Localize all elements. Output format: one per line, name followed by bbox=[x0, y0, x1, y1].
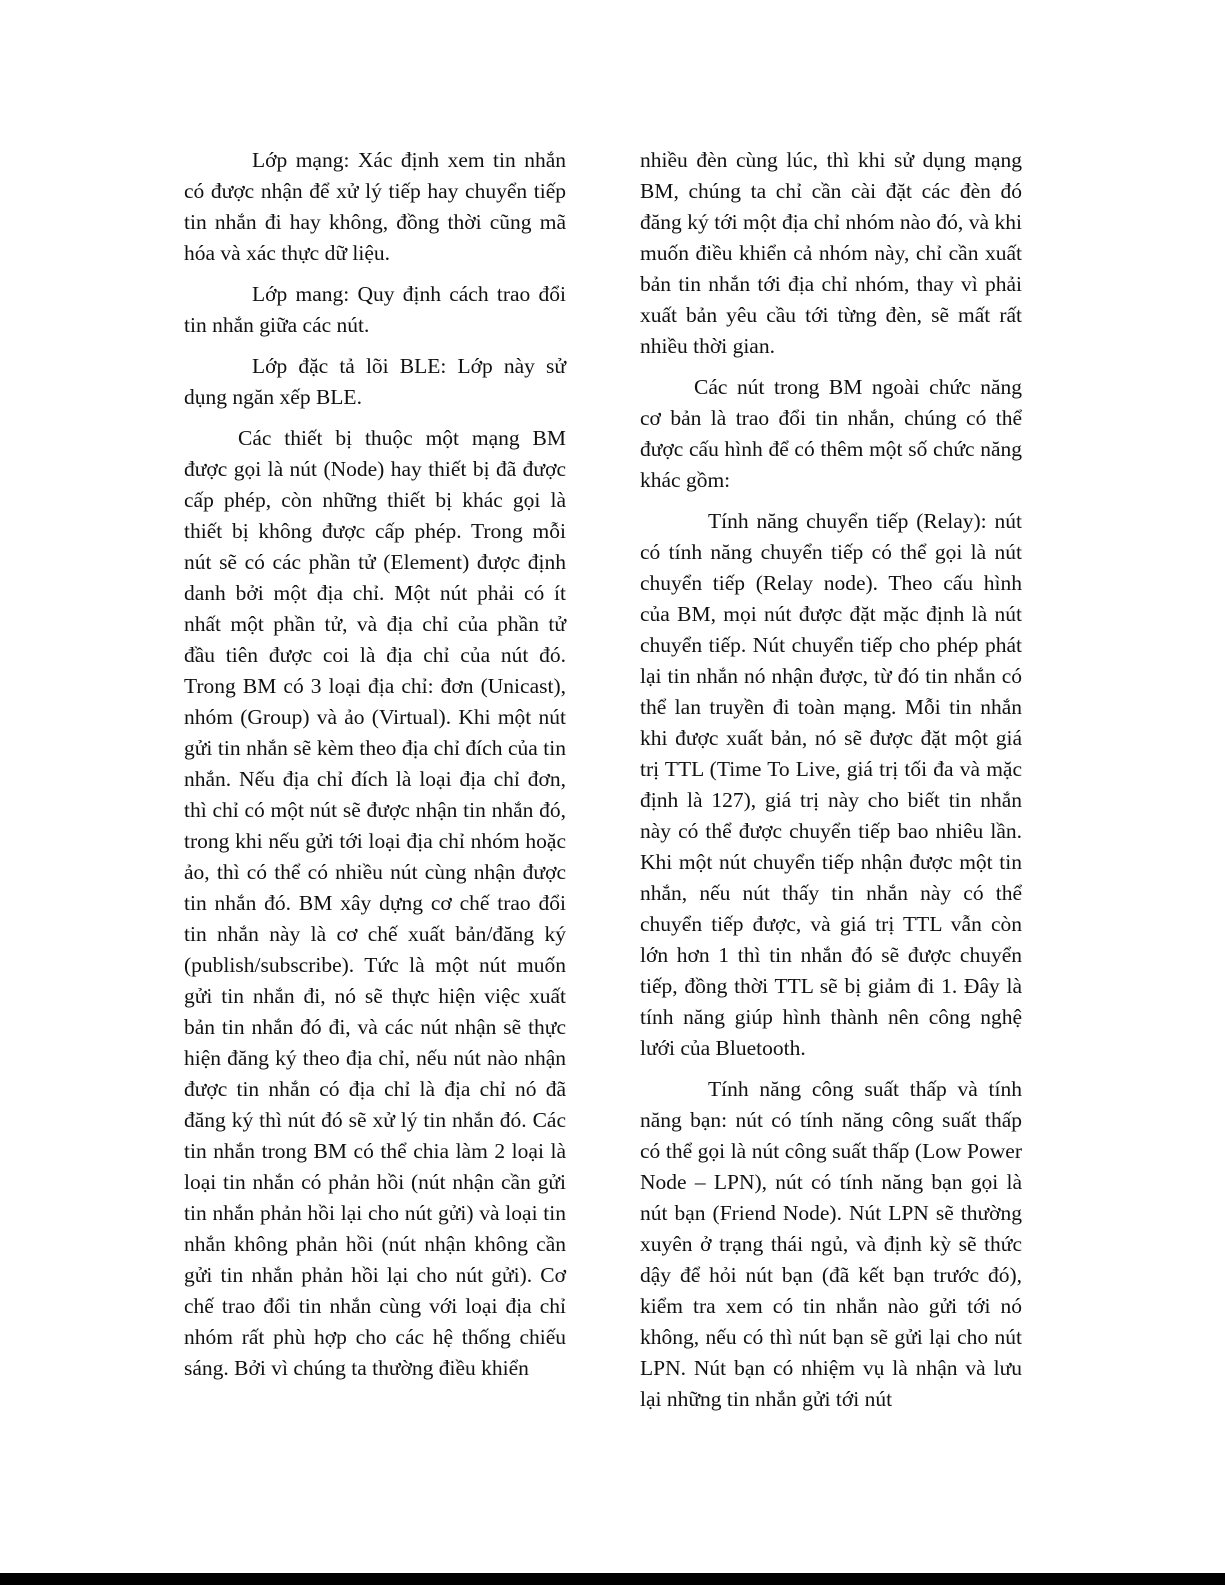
paragraph-ble-core-layer: Lớp đặc tả lõi BLE: Lớp này sử dụng ngăn xếp BLE. bbox=[184, 354, 566, 409]
paragraph-low-power-friend-feature: Tính năng công suất thấp và tính năng bạn: nút có tính năng công suất thấp có thể gọi là nút công suất thấp (Low Power Node – LPN), nút có tính năng bạn gọi là nút bạn (Friend Node). Nút LPN sẽ thường xuyên ở trạng thái ngủ, và định kỳ sẽ thức dậy để hỏi nút bạn (đã kết bạn trước đó), kiểm tra xem có tin nhắn nào gửi tới nó không, nếu có thì nút bạn sẽ gửi lại cho nút LPN. Nút bạn có nhiệm vụ là nhận và lưu lại những tin nhắn gửi tới nút bbox=[640, 1077, 1022, 1411]
paragraph-lighting-continuation: nhiều đèn cùng lúc, thì khi sử dụng mạng BM, chúng ta chỉ cần cài đặt các đèn đó đăng ký tới một địa chỉ nhóm nào đó, và khi muốn điều khiển cả nhóm này, chỉ cần xuất bản tin nhắn tới địa chỉ nhóm, thay vì phải xuất bản yêu cầu tới từng đèn, sẽ mất rất nhiều thời gian. bbox=[640, 148, 1022, 358]
left-text-column bbox=[184, 145, 566, 1394]
paragraph-network-layer: Lớp mạng: Xác định xem tin nhắn có được nhận để xử lý tiếp hay chuyển tiếp tin nhắn đi hay không, đồng thời cũng mã hóa và xác thực dữ liệu. bbox=[184, 148, 566, 265]
paragraph-nodes-addressing: Các thiết bị thuộc một mạng BM được gọi là nút (Node) hay thiết bị đã được cấp phép, còn những thiết bị khác gọi là thiết bị không được cấp phép. Trong mỗi nút sẽ có các phần tử (Element) được định danh bởi một địa chỉ. Một nút phải có ít nhất một phần tử, và địa chỉ của phần tử đầu tiên được coi là địa chỉ của nút đó. Trong BM có 3 loại địa chỉ: đơn (Unicast), nhóm (Group) và ảo (Virtual). Khi một nút gửi tin nhắn sẽ kèm theo địa chỉ đích của tin nhắn. Nếu địa chỉ đích là loại địa chỉ đơn, thì chỉ có một nút sẽ được nhận tin nhắn đó, trong khi nếu gửi tới loại địa chỉ nhóm hoặc ảo, thì có thể có nhiều nút cùng nhận được tin nhắn đó. BM xây dựng cơ chế trao đổi tin nhắn này là cơ chế xuất bản/đăng ký (publish/subscribe). Tức là một nút muốn gửi tin nhắn đi, nó sẽ thực hiện việc xuất bản tin nhắn đó đi, và các nút nhận sẽ thực hiện đăng ký theo địa chỉ, nếu nút nào nhận được tin nhắn có địa chỉ là địa chỉ nó đã đăng ký thì nút đó sẽ xử lý tin nhắn đó. Các tin nhắn trong BM có thể chia làm 2 loại là loại tin nhắn có phản hồi (nút nhận cần gửi tin nhắn phản hồi lại cho nút gửi) và loại tin nhắn không phản hồi (nút nhận không cần gửi tin nhắn phản hồi lại cho nút gửi). Cơ chế trao đổi tin nhắn cùng với loại địa chỉ nhóm rất phù hợp cho các hệ thống chiếu sáng. Bởi vì chúng ta thường điều khiển bbox=[184, 426, 566, 1380]
bottom-border-bar bbox=[0, 1573, 1225, 1585]
paragraph-bearer-layer: Lớp mang: Quy định cách trao đổi tin nhắn giữa các nút. bbox=[184, 282, 566, 337]
paragraph-node-features-intro: Các nút trong BM ngoài chức năng cơ bản là trao đổi tin nhắn, chúng có thể được cấu hình để có thêm một số chức năng khác gồm: bbox=[640, 375, 1022, 492]
paragraph-relay-feature: Tính năng chuyển tiếp (Relay): nút có tính năng chuyển tiếp có thể gọi là nút chuyển tiếp (Relay node). Theo cấu hình của BM, mọi nút được đặt mặc định là nút chuyển tiếp. Nút chuyển tiếp cho phép phát lại tin nhắn nó nhận được, từ đó tin nhắn có thể lan truyền đi toàn mạng. Mỗi tin nhắn khi được xuất bản, nó sẽ được đặt một giá trị TTL (Time To Live, giá trị tối đa và mặc định là 127), giá trị này cho biết tin nhắn này có thể được chuyển tiếp bao nhiêu lần. Khi một nút chuyển tiếp nhận được một tin nhắn, nếu nút thấy tin nhắn này có thể chuyển tiếp được, và giá trị TTL vẫn còn lớn hơn 1 thì tin nhắn đó sẽ được chuyển tiếp, đồng thời TTL sẽ bị giảm đi 1. Đây là tính năng giúp hình thành nên công nghệ lưới của Bluetooth. bbox=[640, 509, 1022, 1060]
right-text-column bbox=[640, 145, 1022, 1425]
